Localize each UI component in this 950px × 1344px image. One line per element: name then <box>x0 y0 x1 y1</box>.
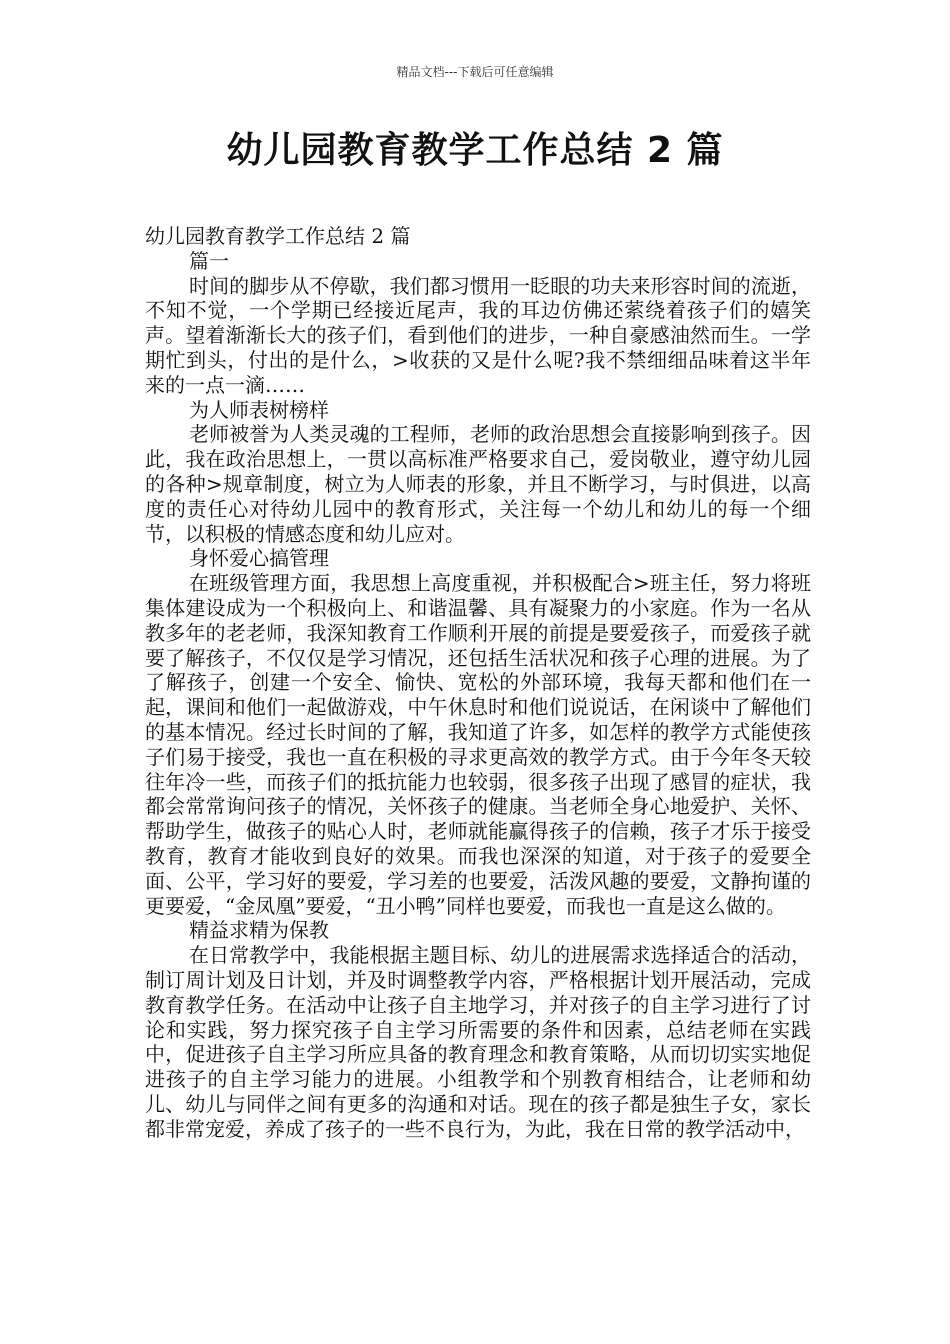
document-title: 幼儿园教育教学工作总结 2 篇 <box>226 130 724 171</box>
document-subtitle: 幼儿园教育教学工作总结 2 篇 <box>145 224 411 248</box>
part-heading: 篇一 <box>189 248 229 273</box>
paragraph-management: 在班级管理方面，我思想上高度重视，并积极配合>班主任，努力将班集体建设成为一个积极向上、和谐温馨、具有凝聚力的小家庭。作为一名从教多年的老老师，我深知教育工作顺利开展的前提是要爱孩子，而爱孩子就要了解孩子，不仅仅是学习情况，还包括生活状况和孩子心理的进展。为了了解孩子，创建一个安全、愉快、宽松的外部环境，我每天都和他们在一起，课间和他们一起做游戏，中午休息时和他们说说话，在闲谈中了解他们的基本情况。经过长时间的了解，我知道了许多，如怎样的教学方式能使孩子们易于接受，我也一直在积极的寻求更高效的教学方式。由于今年冬天较往年冷一些，而孩子们的抵抗能力也较弱，很多孩子出现了感冒的症状，我都会常常询问孩子的情况，关怀孩子的健康。当老师全身心地爱护、关怀、帮助学生，做孩子的贴心人时，老师就能赢得孩子的信赖，孩子才乐于接受教育，教育才能收到良好的效果。而我也深深的知道，对于孩子的爱要全面、公平，学习好的要爱，学习差的也要爱，活泼风趣的要爱，文静拘谨的更要爱，“金凤凰”要爱，“丑小鸭”同样也要爱，而我也一直是这么做的。 <box>145 571 811 918</box>
paragraph-teaching: 在日常教学中，我能根据主题目标、幼儿的进展需求选择适合的活动，制订周计划及日计划，并及时调整教学内容，严格根据计划开展活动，完成教育教学任务。在活动中让孩子自主地学习，并对孩子的自主学习进行了讨论和实践，努力探究孩子自主学习所需要的条件和因素，总结老师在实践中，促进孩子自主学习所应具备的教育理念和教育策略，从而切切实实地促进孩子的自主学习能力的进展。小组教学和个别教育相结合，让老师和幼儿、幼儿与同伴之间有更多的沟通和对话。现在的孩子都是独生子女，家长都非常宠爱，养成了孩子的一些不良行为，为此，我在日常的教学活动中， <box>145 943 811 1141</box>
section-heading-teaching: 精益求精为保教 <box>189 918 329 943</box>
document-body <box>145 224 811 1141</box>
paragraph-intro: 时间的脚步从不停歇，我们都习惯用一眨眼的功夫来形容时间的流逝，不知不觉，一个学期已经接近尾声，我的耳边仿佛还萦绕着孩子们的嬉笑声。望着渐渐长大的孩子们，看到他们的进步，一种自豪感油然而生。一学期忙到头，付出的是什么，>收获的又是什么呢?我不禁细细品味着这半年来的一点一滴…… <box>145 273 811 397</box>
section-heading-role-model: 为人师表树榜样 <box>189 397 329 422</box>
paragraph-role-model: 老师被誉为人类灵魂的工程师，老师的政治思想会直接影响到孩子。因此，我在政治思想上，一贯以高标准严格要求自己，爱岗敬业，遵守幼儿园的各种>规章制度，树立为人师表的形象，并且不断学习，与时俱进，以高度的责任心对待幼儿园中的教育形式，关注每一个幼儿和幼儿的每一个细节，以积极的情感态度和幼儿应对。 <box>145 422 811 546</box>
section-heading-management: 身怀爱心搞管理 <box>189 546 329 571</box>
header-note: 精品文档---下载后可任意编辑 <box>396 65 554 79</box>
